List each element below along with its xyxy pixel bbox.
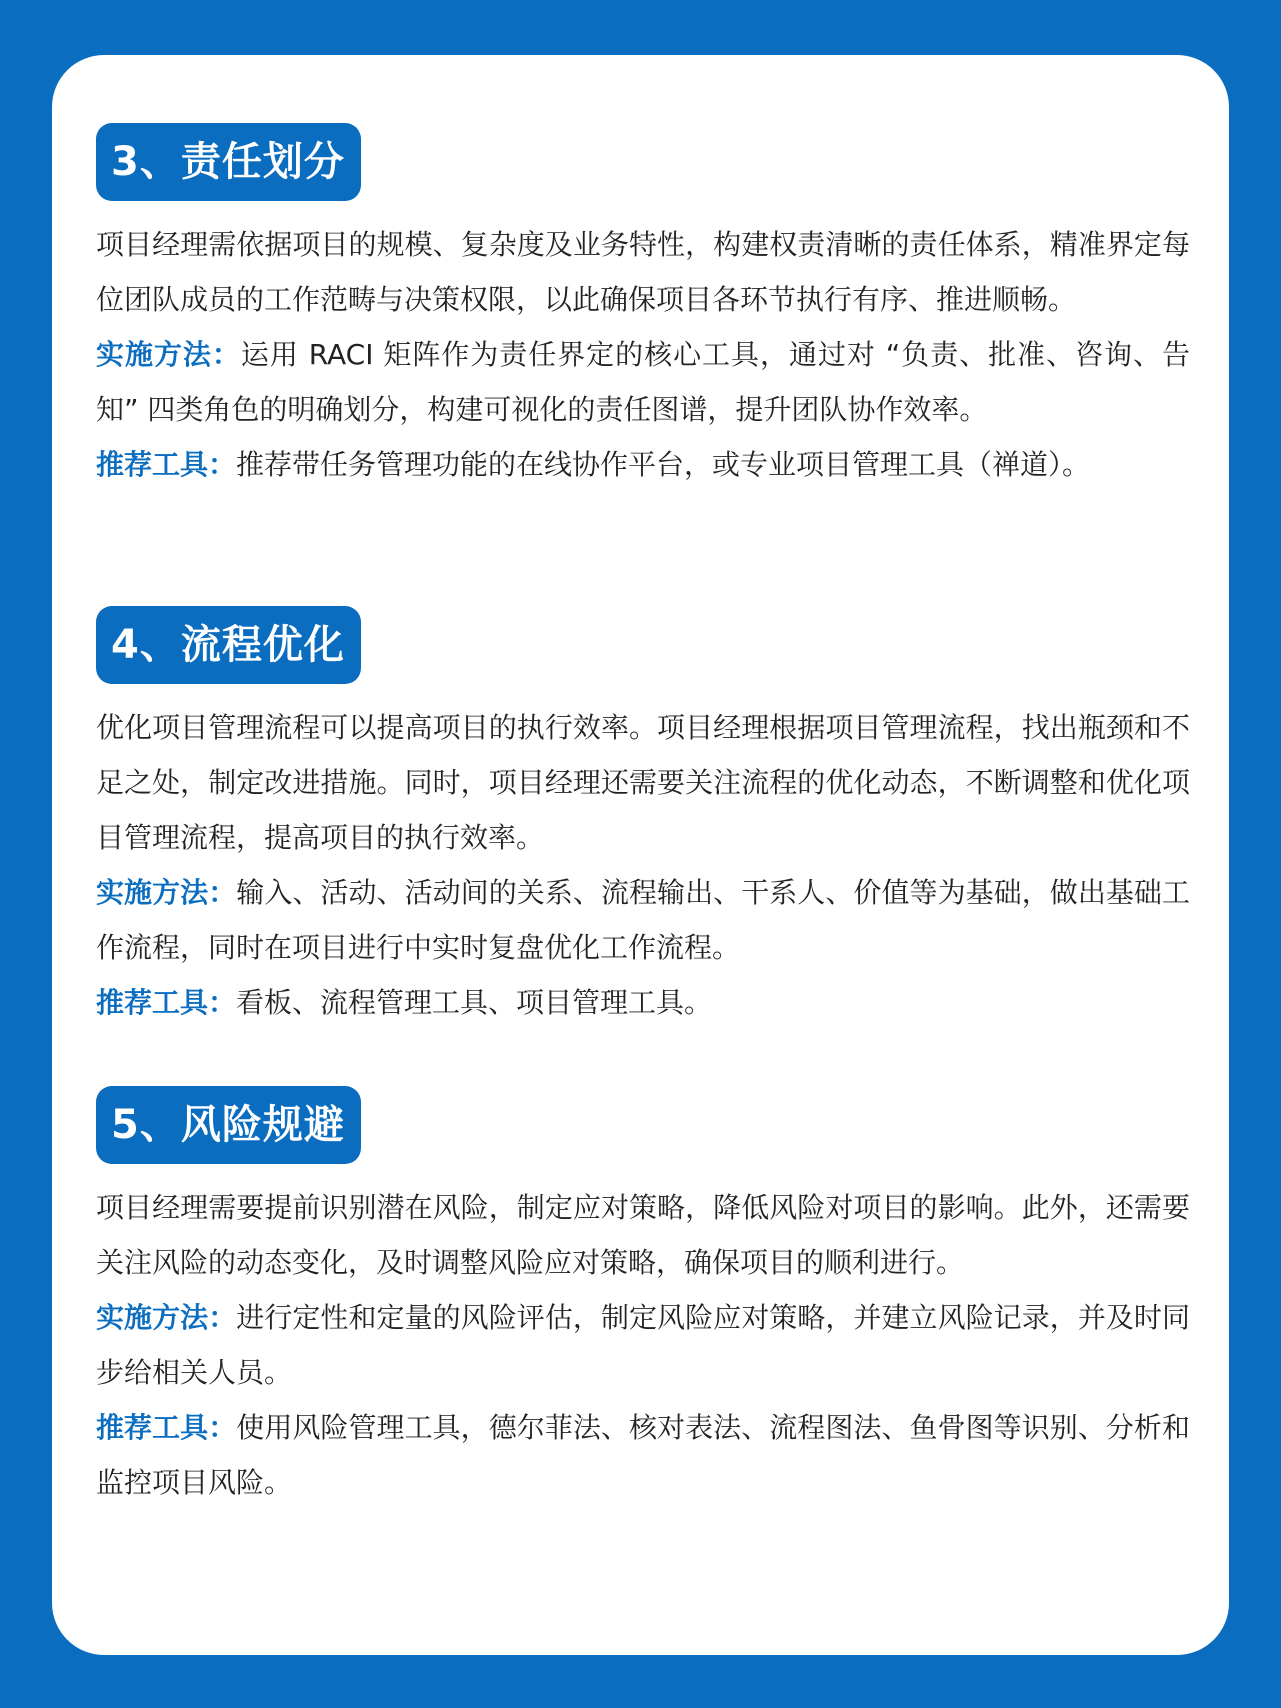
method-line xyxy=(96,1290,1190,1400)
method-line xyxy=(96,865,1190,975)
method-line xyxy=(96,327,1190,437)
section-description: 项目经理需依据项目的规模、复杂度及业务特性，构建权责清晰的责任体系，精准界定每位团队成员的工作范畴与决策权限，以此确保项目各环节执行有序、推进顺畅。 xyxy=(96,228,1190,316)
section-body xyxy=(96,217,1190,492)
section-title: 3、责任划分 xyxy=(96,123,361,201)
method-label: 实施方法： xyxy=(96,876,237,909)
method-label: 实施方法： xyxy=(96,1301,237,1334)
tools-label: 推荐工具： xyxy=(96,448,237,481)
section-risk xyxy=(96,1086,1190,1510)
section-title: 4、流程优化 xyxy=(96,606,361,684)
section-responsibility xyxy=(96,123,1190,492)
method-text: 运用 RACI 矩阵作为责任界定的核心工具，通过对 “负责、批准、咨询、告知” 四类角色的明确划分，构建可视化的责任图谱，提升团队协作效率。 xyxy=(96,338,1190,426)
method-text: 输入、活动、活动间的关系、流程输出、干系人、价值等为基础，做出基础工作流程，同时在项目进行中实时复盘优化工作流程。 xyxy=(96,876,1190,964)
section-description: 优化项目管理流程可以提高项目的执行效率。项目经理根据项目管理流程，找出瓶颈和不足之处，制定改进措施。同时，项目经理还需要关注流程的优化动态，不断调整和优化项目管理流程，提高项目的执行效率。 xyxy=(96,711,1190,854)
section-body xyxy=(96,1180,1190,1510)
tools-text: 看板、流程管理工具、项目管理工具。 xyxy=(236,986,713,1019)
tools-text: 推荐带任务管理功能的在线协作平台，或专业项目管理工具（禅道）。 xyxy=(236,448,1091,481)
tools-label: 推荐工具： xyxy=(96,986,237,1019)
tools-line xyxy=(96,975,1190,1030)
section-title: 5、风险规避 xyxy=(96,1086,361,1164)
tools-text: 使用风险管理工具，德尔菲法、核对表法、流程图法、鱼骨图等识别、分析和监控项目风险。 xyxy=(96,1411,1190,1499)
method-text: 进行定性和定量的风险评估，制定风险应对策略，并建立风险记录，并及时同步给相关人员。 xyxy=(96,1301,1190,1389)
section-process xyxy=(96,606,1190,1030)
section-body xyxy=(96,700,1190,1030)
tools-label: 推荐工具： xyxy=(96,1411,237,1444)
tools-line xyxy=(96,1400,1190,1510)
section-description: 项目经理需要提前识别潜在风险，制定应对策略，降低风险对项目的影响。此外，还需要关注风险的动态变化，及时调整风险应对策略，确保项目的顺利进行。 xyxy=(96,1191,1190,1279)
tools-line xyxy=(96,437,1190,492)
method-label: 实施方法： xyxy=(96,338,241,371)
